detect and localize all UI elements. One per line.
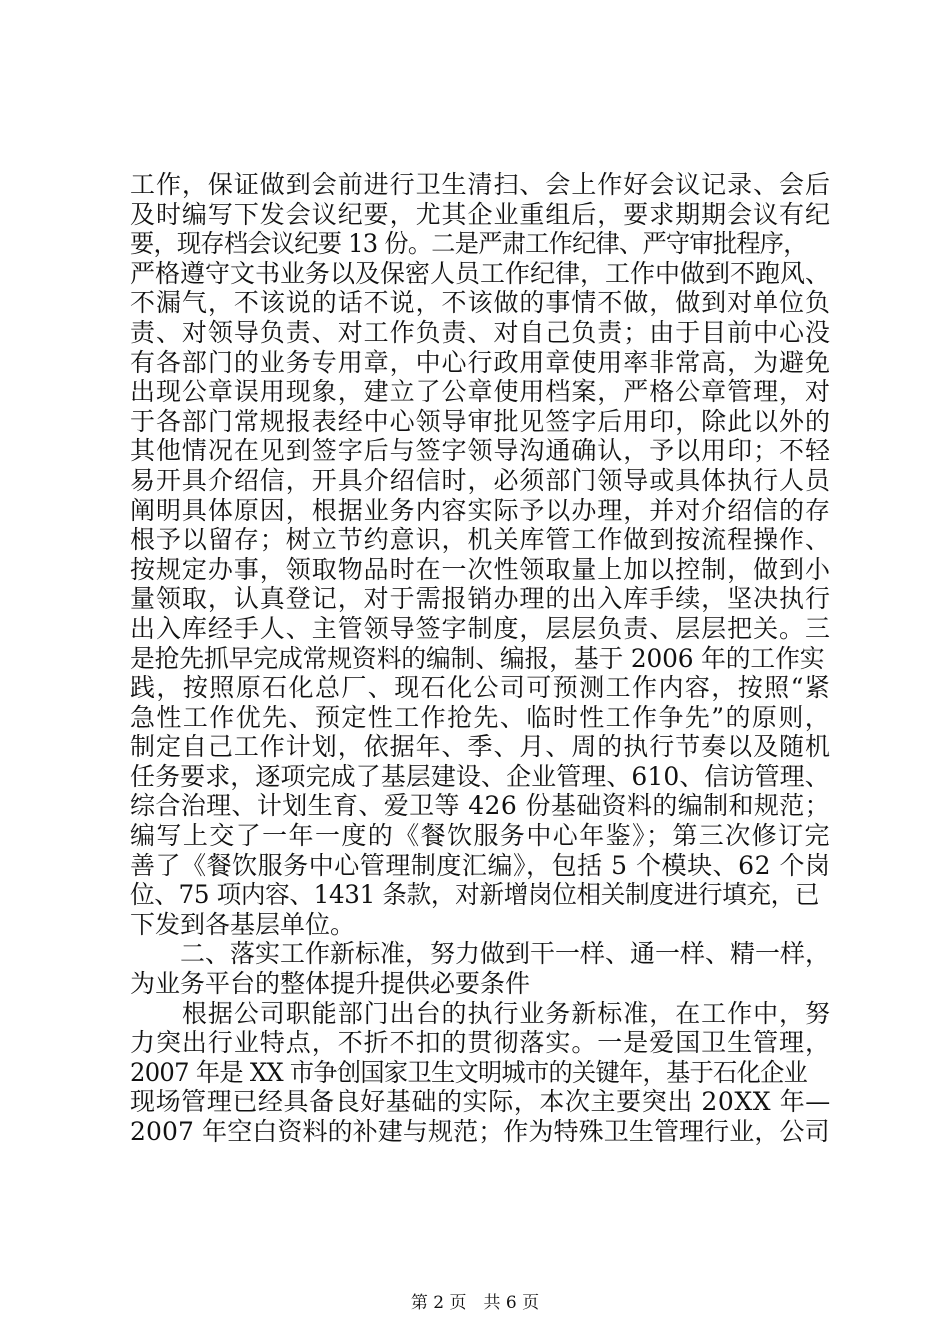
text-line: 按规定办事，领取物品时在一次性领取量上加以控制，做到小: [130, 554, 831, 584]
text-line: 为业务平台的整体提升提供必要条件: [130, 969, 531, 999]
text-line: 及时编写下发会议纪要，尤其企业重组后，要求期期会议有纪: [130, 199, 831, 229]
text-line: 2007 年空白资料的补建与规范；作为特殊卫生管理行业，公司: [130, 1117, 830, 1146]
text-line: 2007 年是 XX 市争创国家卫生文明城市的关键年，基于石化企业: [130, 1057, 808, 1087]
text-line: 任务要求，逐项完成了基层建设、企业管理、610、信访管理、: [130, 761, 830, 791]
text-line: 编写上交了一年一度的《餐饮服务中心年鉴》；第三次修订完: [130, 821, 831, 851]
text-line: 阐明具体原因，根据业务内容实际予以办理，并对介绍信的存: [130, 495, 831, 525]
text-line: 易开具介绍信，开具介绍信时，必须部门领导或具体执行人员: [130, 465, 831, 495]
text-line: 善了《餐饮服务中心管理制度汇编》，包括 5 个模块、62 个岗: [130, 850, 831, 880]
text-line: 其他情况在见到签字后与签字领导沟通确认，予以用印；不轻: [130, 436, 831, 466]
text-line: 制定自己工作计划，依据年、季、月、周的执行节奏以及随机: [130, 732, 831, 762]
text-line: 出现公章误用现象，建立了公章使用档案，严格公章管理，对: [130, 377, 831, 407]
text-line: 量领取，认真登记，对于需报销办理的出入库手续，坚决执行: [130, 584, 831, 614]
text-line: 根据公司职能部门出台的执行业务新标准，在工作中，努: [130, 998, 831, 1028]
page-footer: 第 2 页 共 6 页: [410, 1293, 540, 1313]
text-line: 于各部门常规报表经中心领导审批见签字后用印，除此以外的: [130, 406, 831, 436]
text-line: 根予以留存；树立节约意识，机关库管工作做到按流程操作、: [130, 525, 831, 555]
text-line: 是抢先抓早完成常规资料的编制、编报，基于 2006 年的工作实: [130, 643, 825, 673]
text-line: 有各部门的业务专用章，中心行政用章使用率非常高，为避免: [130, 347, 831, 377]
text-line: 不漏气，不该说的话不说，不该做的事情不做，做到对单位负: [130, 288, 831, 318]
text-line: 综合治理、计划生育、爱卫等 426 份基础资料的编制和规范；: [130, 791, 830, 821]
text-line: 出入库经手人、主管领导签字制度，层层负责、层层把关。三: [130, 613, 831, 643]
text-line: 下发到各基层单位。: [130, 909, 356, 939]
text-line: 急性工作优先、预定性工作抢先、临时性工作争先”的原则，: [130, 702, 832, 732]
text-line: 二、落实工作新标准，努力做到干一样、通一样、精一样，: [130, 939, 831, 969]
text-line: 严格遵守文书业务以及保密人员工作纪律，工作中做到不跑风、: [130, 258, 831, 288]
text-line: 工作，保证做到会前进行卫生清扫、会上作好会议记录、会后: [130, 170, 831, 199]
text-line: 力突出行业特点，不折不扣的贯彻落实。一是爱国卫生管理，: [130, 1028, 831, 1058]
text-line: 责、对领导负责、对工作负责、对自己负责；由于目前中心没: [130, 317, 831, 347]
text-line: 位、75 项内容、1431 条款，对新增岗位相关制度进行填充，已: [130, 880, 820, 910]
text-line: 践，按照原石化总厂、现石化公司可预测工作内容，按照“紧: [130, 673, 832, 703]
document-body: [130, 170, 830, 1147]
text-line: 现场管理已经具备良好基础的实际，本次主要突出 20XX 年—: [130, 1087, 831, 1117]
text-line: 要，现存档会议纪要 13 份。二是严肃工作纪律、严守审批程序，: [130, 229, 807, 259]
